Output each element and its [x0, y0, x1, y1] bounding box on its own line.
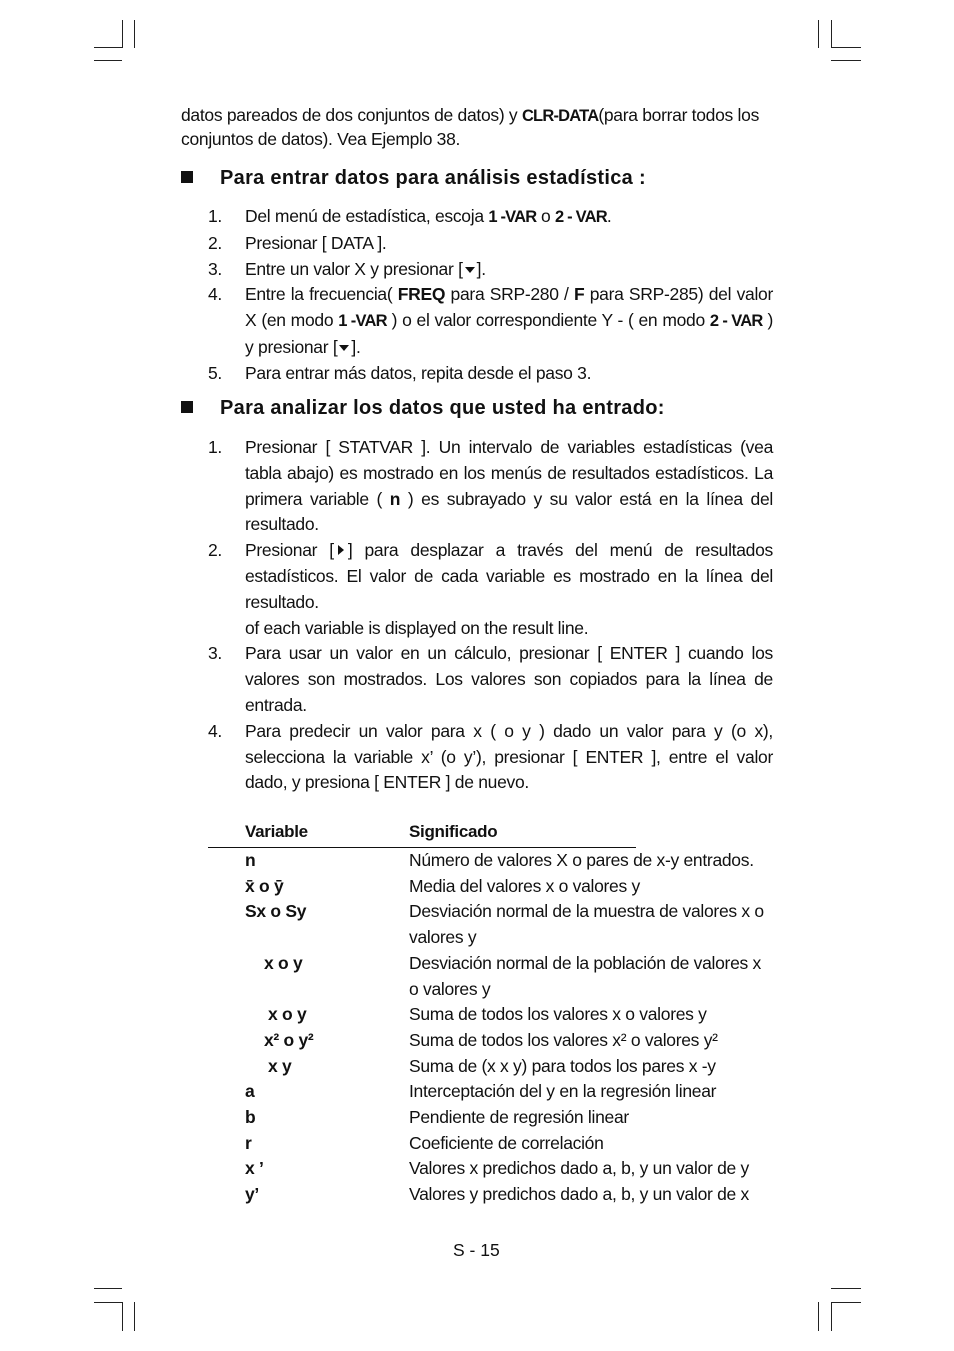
list-item	[208, 538, 773, 641]
text-span: Para usar un valor en un cálculo, presionar [ ENTER ] cuando los valores son mostrados. Los valores son copiados para la línea de entrada.	[245, 643, 773, 715]
text-span: 1 -VAR	[338, 312, 387, 331]
text-span: Del menú de estadística, escoja	[245, 206, 489, 226]
text-span: Presionar [ DATA ].	[245, 232, 387, 253]
square-bullet-icon	[181, 401, 193, 413]
right-arrow-key-icon	[338, 545, 344, 555]
text-span: Pendiente de regresión linear	[409, 1107, 629, 1128]
text-span: 1.	[208, 437, 222, 457]
text-span: para SRP-280 /	[445, 284, 574, 305]
table-row	[208, 1028, 773, 1054]
text-span: para SRP-285) del valor X (en modo	[245, 284, 773, 331]
text-span: Para entrar datos para análisis estadística :	[220, 167, 646, 189]
header-rule	[208, 847, 636, 848]
table-row	[208, 899, 773, 950]
square-bullet-icon	[181, 171, 193, 183]
text-span: x o y	[264, 952, 303, 973]
text-span: FREQ	[397, 284, 446, 305]
text-span: Presionar [	[245, 540, 334, 561]
list-item	[208, 719, 773, 796]
text-span: x² o y²	[264, 1029, 314, 1050]
text-span: F	[573, 284, 585, 305]
text-span: o	[536, 206, 555, 226]
column-header-meaning: Significado	[409, 822, 498, 841]
text-span: Para predecir un valor para x ( o y ) dado un valor para y (o x), selecciona la variable x’ (o y’), presionar [ ENTER ], entre el valor dado, y presiona [ ENTER ] de nuevo.	[245, 720, 773, 793]
text-span: Coeficiente de correlación	[409, 1132, 604, 1153]
text-span: Entre un valor X y presionar [	[245, 258, 463, 279]
text-span: x o y	[268, 1004, 307, 1025]
text-span: of each variable is displayed on the result line.	[245, 617, 589, 638]
down-arrow-key-icon	[339, 345, 349, 351]
clr-data-key: CLR-DATA	[521, 107, 599, 125]
text-span: x ’	[245, 1158, 264, 1179]
text-span: ) es subrayado y su valor está en la línea del resultado.	[245, 488, 773, 535]
text-span: x y	[268, 1055, 292, 1076]
text-span: 2.	[208, 232, 222, 253]
text-span: ] para desplazar a través del menú de resultados estadísticos. El valor de cada variable es mostrado en la línea del resultado.	[245, 540, 773, 612]
text-span: Interceptación del y en la regresión linear	[409, 1081, 717, 1102]
table-row	[208, 874, 773, 900]
text-span: a	[245, 1081, 255, 1102]
text-span: ) o el valor correspondiente Y - ( en modo	[386, 310, 710, 331]
text-span: Desviación normal de la población de valores x o valores y	[409, 952, 761, 999]
text-span: 2 - VAR	[554, 208, 607, 226]
text-span: Presionar [ STATVAR ]. Un intervalo de variables estadísticas (vea tabla abajo) es mostrado en los menús de resultados estadísticos. La primera variable (	[245, 437, 773, 509]
list-item	[208, 282, 773, 360]
text-span: 2.	[208, 540, 222, 561]
text-span: ].	[351, 336, 361, 357]
intro-paragraph	[181, 104, 773, 151]
table-row	[208, 1002, 773, 1028]
text-span: 1 -VAR	[488, 208, 537, 226]
table-row	[208, 848, 773, 874]
down-arrow-key-icon	[465, 267, 475, 273]
text-span: Valores y predichos dado a, b, y un valor de x	[409, 1184, 749, 1205]
section-heading-analyze-data	[181, 397, 665, 420]
text-span: 4.	[208, 284, 222, 305]
text-span: 4.	[208, 720, 222, 741]
text-span: n	[389, 488, 401, 509]
section-heading-enter-data	[181, 167, 646, 190]
list-item	[208, 641, 773, 718]
text-span: Suma de (x x y) para todos los pares x -y	[409, 1055, 716, 1076]
table-row	[208, 1079, 773, 1105]
list-item	[208, 435, 773, 538]
table-row	[208, 1105, 773, 1131]
text-span: 5.	[208, 362, 222, 383]
analyze-data-steps	[208, 435, 773, 796]
page-number: S - 15	[453, 1240, 500, 1260]
column-header-variable: Variable	[245, 822, 308, 841]
list-item	[208, 231, 773, 257]
text-span: 1.	[208, 206, 222, 226]
text-span: Desviación normal de la muestra de valores x o valores y	[409, 901, 764, 948]
table-row	[208, 1156, 773, 1182]
text-span: x̄ o ȳ	[245, 875, 284, 896]
text-span: .	[606, 206, 612, 226]
table-row	[208, 1182, 773, 1208]
text-span: Número de valores X o pares de x-y entrados.	[409, 850, 754, 870]
text-span: (para borrar todos los conjuntos de datos). Vea Ejemplo 38.	[181, 105, 760, 149]
text-span: y’	[245, 1184, 259, 1205]
text-span: Sx o Sy	[245, 901, 307, 922]
text-span: r	[245, 1132, 252, 1153]
text-span: ].	[476, 258, 486, 279]
text-span: Para entrar más datos, repita desde el paso 3.	[245, 362, 592, 383]
text-span: b	[245, 1107, 256, 1128]
table-row	[208, 1131, 773, 1157]
statistics-variables-table	[208, 820, 773, 1208]
table-row	[208, 951, 773, 1002]
text-span: Para analizar los datos que usted ha entrado:	[220, 397, 665, 419]
table-header	[208, 820, 773, 848]
list-item	[208, 257, 773, 283]
text-span: 3.	[208, 258, 222, 279]
text-span: Media del valores x o valores y	[409, 875, 640, 896]
text-span: Suma de todos los valores x o valores y	[409, 1004, 707, 1025]
enter-data-steps	[208, 204, 773, 387]
text-span: n	[245, 850, 256, 870]
text-span: ) y presionar [	[245, 310, 773, 357]
table-row	[208, 1054, 773, 1080]
text-span: Valores x predichos dado a, b, y un valor de y	[409, 1158, 749, 1179]
list-item	[208, 361, 773, 387]
text-span: 3.	[208, 643, 222, 664]
list-item	[208, 204, 773, 231]
text-span: 2 - VAR	[709, 312, 763, 331]
text-span: Suma de todos los valores x² o valores y²	[409, 1029, 718, 1050]
text-span: datos pareados de dos conjuntos de datos) y	[181, 105, 522, 125]
text-span: Entre la frecuencia(	[245, 284, 398, 305]
